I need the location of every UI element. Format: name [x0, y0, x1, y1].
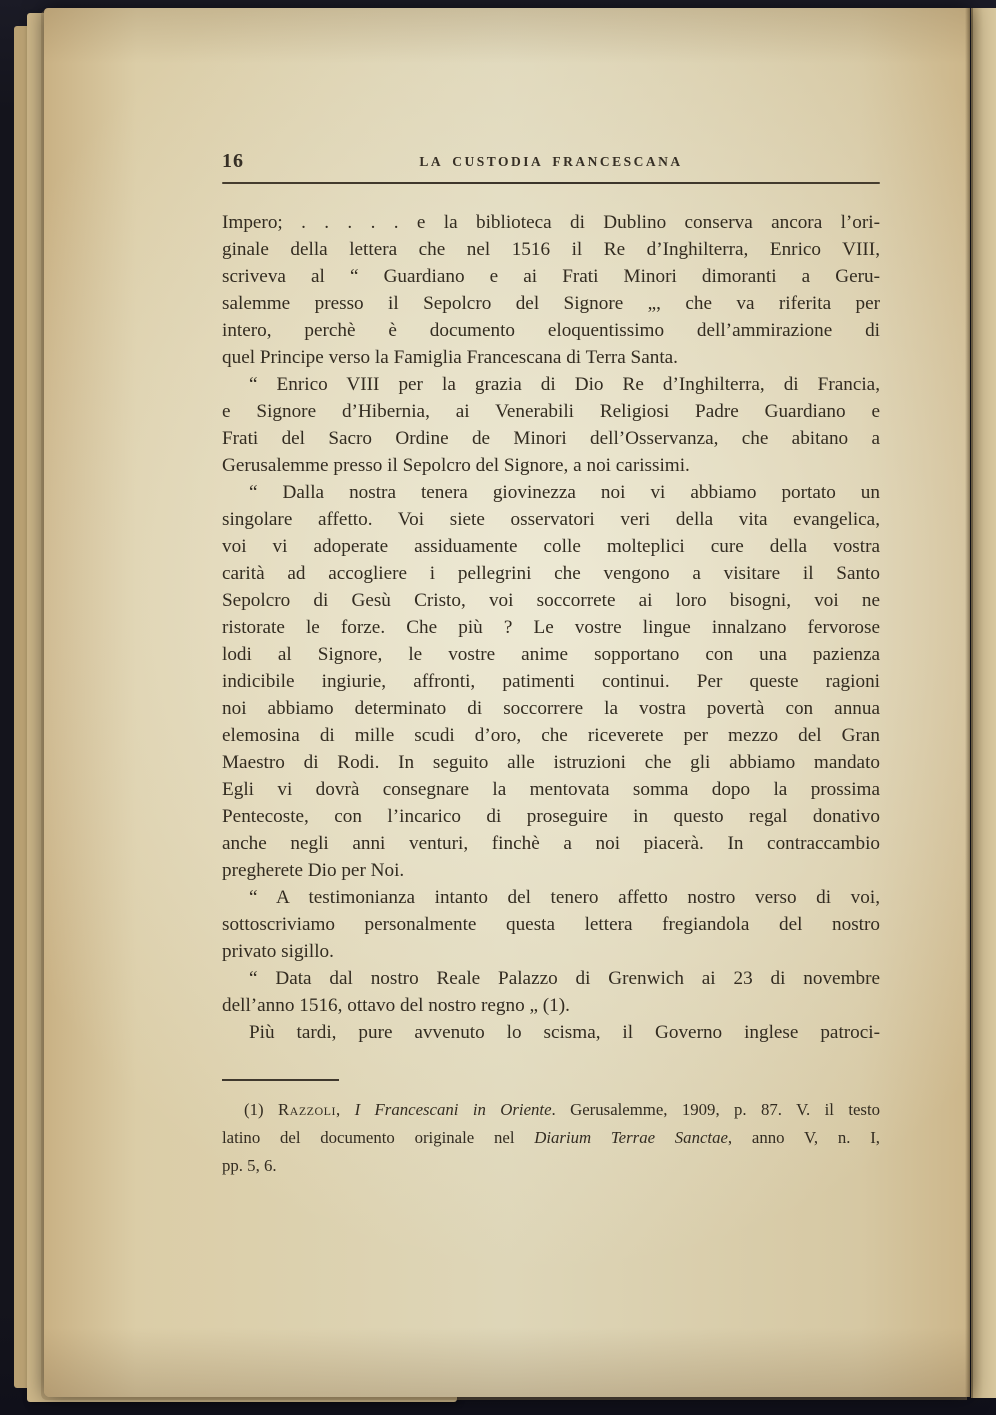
body-line: quel Principe verso la Famiglia Francescana di Terra Santa. [222, 347, 678, 368]
header-rule [222, 182, 880, 184]
footnote-segment: I Francescani in Oriente [354, 1100, 552, 1119]
footnote-segment: pp. 5, 6. [222, 1156, 277, 1175]
page-number: 16 [222, 150, 244, 172]
body-line: Gerusalemme presso il Sepolcro del Signore, a noi carissimi. [222, 455, 690, 476]
body-line: Più tardi, pure avvenuto lo scisma, il Governo inglese patroci- [249, 1022, 880, 1043]
body-line: anche negli anni venturi, finchè a noi piacerà. In contraccambio [222, 833, 880, 854]
body-text [222, 209, 880, 1046]
adjacent-page-edge [971, 8, 996, 1398]
body-line: Impero; . . . . . e la biblioteca di Dublino conserva ancora l’ori- [222, 212, 880, 233]
footnote-segment: . Gerusalemme, 1909, p. 87. V. il testo [551, 1100, 881, 1119]
body-line: salemme presso il Sepolcro del Signore „, che va riferita per [222, 293, 880, 314]
footnote-separator [222, 1079, 339, 1081]
body-line: elemosina di mille scudi d’oro, che riceverete per mezzo del Gran [222, 725, 880, 746]
footnote-segment: Diarium Terrae Sanctae [534, 1128, 728, 1147]
body-line: ginale della lettera che nel 1516 il Re d’Inghilterra, Enrico VIII, [222, 239, 880, 260]
body-line: Pentecoste, con l’incarico di proseguire in questo regal donativo [222, 806, 880, 827]
body-line: “ Data dal nostro Reale Palazzo di Grenwich ai 23 di novembre [249, 968, 880, 989]
body-line: intero, perchè è documento eloquentissimo dell’ammirazione di [222, 320, 880, 341]
footnote-line [222, 1096, 880, 1124]
footnote-segment: latino del documento originale nel [222, 1128, 535, 1147]
body-line: e Signore d’Hibernia, ai Venerabili Religiosi Padre Guardiano e [222, 401, 880, 422]
body-line: Sepolcro di Gesù Cristo, voi soccorrete ai loro bisogni, voi ne [222, 590, 880, 611]
body-line: “ A testimonianza intanto del tenero affetto nostro verso di voi, [249, 887, 880, 908]
footnote [222, 1096, 880, 1180]
body-line: Frati del Sacro Ordine de Minori dell’Osservanza, che abitano a [222, 428, 880, 449]
body-line: ristorate le forze. Che più ? Le vostre lingue innalzano fervorose [222, 617, 880, 638]
body-line: scriveva al “ Guardiano e ai Frati Minori dimoranti a Geru- [222, 266, 880, 287]
body-line: carità ad accogliere i pellegrini che vengono a visitare il Santo [222, 563, 880, 584]
body-line: “ Enrico VIII per la grazia di Dio Re d’Inghilterra, di Francia, [249, 374, 880, 395]
body-line: pregherete Dio per Noi. [222, 860, 405, 881]
body-line: privato sigillo. [222, 941, 334, 962]
body-line: indicibile ingiurie, affronti, patimenti continui. Per queste ragioni [222, 671, 880, 692]
body-line: lodi al Signore, le vostre anime sopportano con una pazienza [222, 644, 880, 665]
book-page [44, 8, 970, 1397]
body-line: sottoscriviamo personalmente questa lettera fregiandola del nostro [222, 914, 880, 935]
body-line: singolare affetto. Voi siete osservatori veri della vita evangelica, [222, 509, 880, 530]
footnote-segment: , anno V, n. I, [727, 1128, 881, 1147]
footnote-line [222, 1152, 880, 1180]
footnote-segment: , [335, 1100, 355, 1119]
body-line: “ Dalla nostra tenera giovinezza noi vi abbiamo portato un [249, 482, 880, 503]
body-line: dell’anno 1516, ottavo del nostro regno „ (1). [222, 995, 570, 1016]
body-line: Egli vi dovrà consegnare la mentovata somma dopo la prossima [222, 779, 880, 800]
body-line: noi abbiamo determinato di soccorrere la vostra povertà con annua [222, 698, 880, 719]
footnote-segment: Razzoli [277, 1100, 336, 1119]
running-header: LA CUSTODIA FRANCESCANA [419, 154, 683, 169]
page-header-row [222, 150, 880, 176]
body-line: Maestro di Rodi. In seguito alle istruzioni che gli abbiamo mandato [222, 752, 880, 773]
footnote-segment: (1) [244, 1100, 278, 1119]
body-line: voi vi adoperate assiduamente colle molteplici cure della vostra [222, 536, 880, 557]
footnote-line [222, 1124, 880, 1152]
